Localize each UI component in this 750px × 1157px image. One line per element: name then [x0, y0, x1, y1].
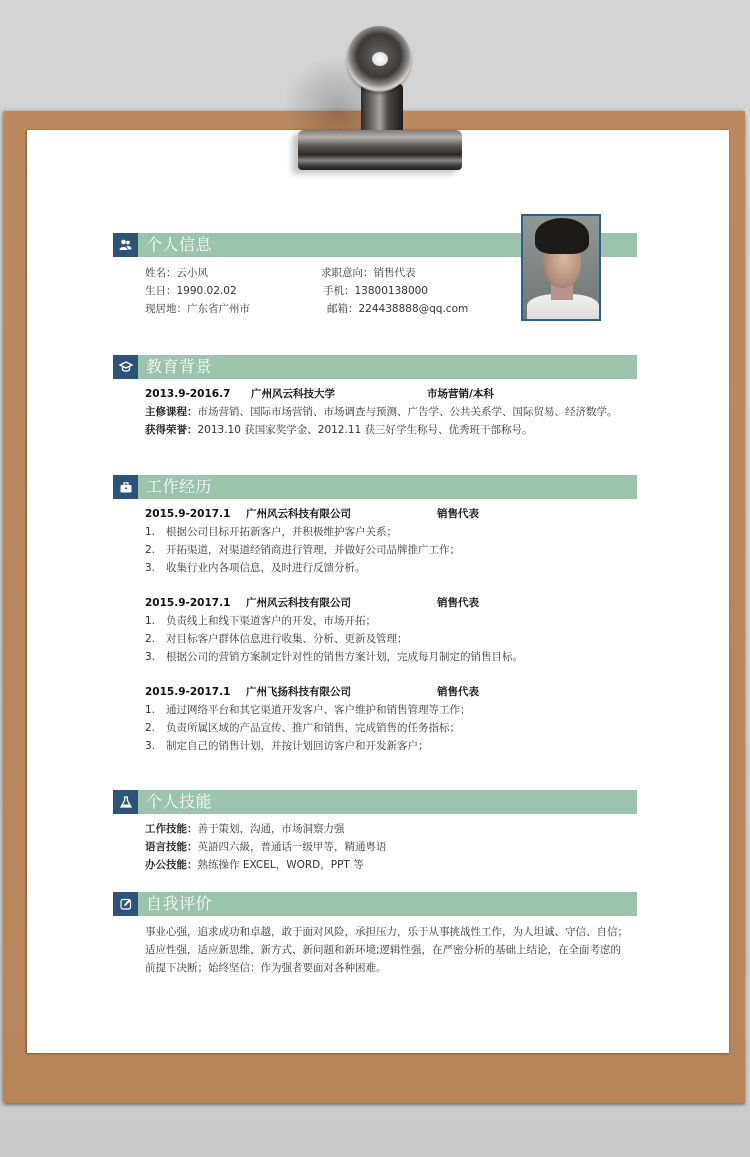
job-position: 销售代表	[437, 597, 479, 609]
education-honors	[145, 423, 533, 437]
honors-text: 2013.10 获国家奖学金、2012.11 获三好学生称号、优秀班干部称号。	[197, 424, 533, 436]
job-intention-field: 求职意向：销售代表	[321, 267, 416, 279]
education-period: 2013.9-2016.7	[145, 388, 231, 400]
job-period: 2015.9-2017.1	[145, 686, 231, 698]
job-duty-num: 1.	[145, 704, 156, 716]
email-field: 邮箱：224438888@qq.com	[327, 303, 469, 315]
job-duty-num: 3.	[145, 740, 156, 752]
job-position: 销售代表	[437, 686, 479, 698]
job-duty-num: 2.	[145, 722, 156, 734]
job-period: 2015.9-2017.1	[145, 508, 231, 520]
job-company: 广州风云科技有限公司	[246, 508, 351, 520]
phone-field: 手机：13800138000	[323, 285, 428, 297]
section-header-self-eval	[113, 892, 637, 916]
section-title: 个人技能	[146, 792, 213, 811]
job-duty: 收集行业内各项信息，及时进行反馈分析。	[166, 562, 366, 574]
skill-item	[145, 822, 345, 836]
job-duty-num: 1.	[145, 526, 156, 538]
edit-icon	[113, 892, 138, 916]
section-header-work	[113, 475, 637, 499]
job-duty: 根据公司的营销方案制定针对性的销售方案计划，完成每月制定的销售目标。	[166, 651, 523, 663]
skill-item	[145, 858, 364, 872]
section-title: 个人信息	[146, 235, 213, 254]
self-eval-line: 适应性强，适应新思维、新方式、新问题和新环境;逻辑性强，在严密分析的基础上结论，在全面考虑的	[145, 944, 622, 956]
job-duty-num: 3.	[145, 651, 156, 663]
skill-text: 熟练操作 EXCEL，WORD，PPT 等	[197, 859, 364, 871]
skill-text: 英語四六級，普通话一级甲等，精通粤语	[197, 841, 387, 853]
location-field: 现居地：广东省广州市	[145, 303, 250, 315]
job-duty: 开拓渠道，对渠道经销商进行管理，并做好公司品牌推广工作；	[166, 544, 460, 556]
education-courses	[145, 405, 618, 419]
job-duty: 根据公司目标开拓新客户，并积极维护客户关系；	[166, 526, 397, 538]
skill-label: 语言技能：	[145, 841, 198, 853]
graduation-cap-icon	[113, 355, 138, 379]
job-duty: 制定自己的销售计划，并按计划回访客户和开发新客户；	[166, 740, 429, 752]
skill-label: 工作技能：	[145, 823, 198, 835]
education-major: 市场营销/本科	[427, 388, 494, 400]
self-eval-line: 事业心强，追求成功和卓越，敢于面对风险，承担压力，乐于从事挑战性工作，为人坦诚、守信、自信；	[145, 926, 628, 938]
profile-photo	[521, 214, 601, 321]
flask-icon	[113, 790, 138, 814]
job-duty: 对目标客户群体信息进行收集、分析、更新及管理；	[166, 633, 408, 645]
self-eval-line: 前提下决断；始终坚信：作为强者要面对各种困难。	[145, 962, 387, 974]
job-duty-num: 1.	[145, 615, 156, 627]
job-duty-num: 2.	[145, 544, 156, 556]
job-duty: 通过网络平台和其它渠道开发客户、客户维护和销售管理等工作；	[166, 704, 471, 716]
job-company: 广州飞扬科技有限公司	[246, 686, 351, 698]
honors-label: 获得荣誉：	[145, 424, 198, 436]
skill-text: 善于策划，沟通，市场洞察力强	[197, 823, 345, 835]
section-title: 自我评价	[146, 894, 213, 913]
job-duty: 负责所属区域的产品宣传、推广和销售，完成销售的任务指标；	[166, 722, 460, 734]
briefcase-icon	[113, 475, 138, 499]
section-title: 教育背景	[146, 357, 213, 376]
users-icon	[113, 233, 138, 257]
binder-clip	[282, 24, 464, 172]
section-title: 工作经历	[146, 477, 213, 496]
section-header-skills	[113, 790, 637, 814]
job-duty-num: 2.	[145, 633, 156, 645]
job-period: 2015.9-2017.1	[145, 597, 231, 609]
courses-text: 市场营销、国际市场营销、市场调查与预测、广告学、公共关系学、国际贸易、经济数学。	[197, 406, 618, 418]
courses-label: 主修课程：	[145, 406, 198, 418]
job-duty: 负责线上和线下渠道客户的开发，市场开拓；	[166, 615, 376, 627]
birthday-field: 生日：1990.02.02	[145, 285, 237, 297]
job-company: 广州风云科技有限公司	[246, 597, 351, 609]
skill-item	[145, 840, 387, 854]
section-header-education	[113, 355, 637, 379]
job-position: 销售代表	[437, 508, 479, 520]
job-duty-num: 3.	[145, 562, 156, 574]
skill-label: 办公技能：	[145, 859, 198, 871]
education-school: 广州风云科技大学	[251, 388, 335, 400]
name-field: 姓名：云小风	[145, 267, 208, 279]
